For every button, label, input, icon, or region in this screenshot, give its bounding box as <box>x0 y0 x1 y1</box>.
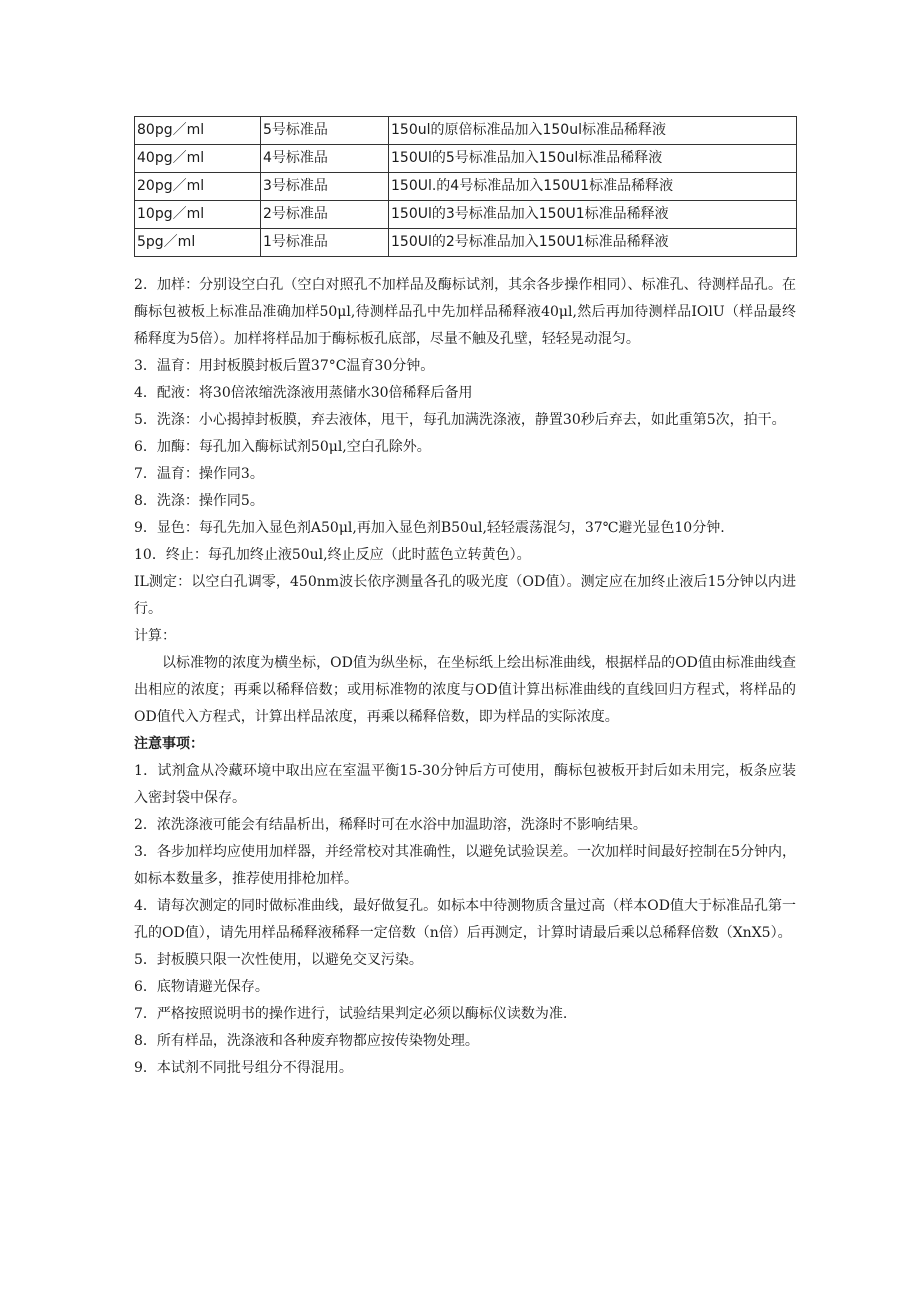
table-row <box>135 173 797 201</box>
standard-name-cell: 5号标准品 <box>261 117 389 145</box>
concentration-cell: 80pg／ml <box>135 117 261 145</box>
note-item: 2．浓洗涤液可能会有结晶析出，稀释时可在水浴中加温助溶，洗涤时不影响结果。 <box>134 817 647 833</box>
standard-name-cell: 1号标准品 <box>261 229 389 257</box>
step-11-measurement: IL测定：以空白孔调零，450nm波长依序测量各孔的吸光度（OD值）。测定应在加终止液后15分钟以内进行。 <box>134 574 796 617</box>
note-item: 8．所有样品，洗涤液和各种废弃物都应按传染物处理。 <box>134 1033 479 1049</box>
note-item: 5．封板膜只限一次性使用，以避免交叉污染。 <box>134 952 423 968</box>
preparation-cell: 150Ul的3号标准品加入150U1标准品稀释液 <box>389 201 797 229</box>
calculation-heading: 计算： <box>134 628 176 644</box>
note-item: 7．严格按照说明书的操作进行，试验结果判定必须以酶标仪读数为准. <box>134 1006 568 1022</box>
preparation-cell: 150Ul的5号标准品加入150ul标准品稀释液 <box>389 145 797 173</box>
preparation-cell: 150Ul.的4号标准品加入150U1标准品稀释液 <box>389 173 797 201</box>
note-item: 4．请每次测定的同时做标准曲线，最好做复孔。如标本中待测物质含量过高（样本OD值大于标准品孔第一孔的OD值），请先用样品稀释液稀释一定倍数（n倍）后再测定，计算时请最后乘以总稀释倍数（XnX5）。 <box>134 898 796 941</box>
step-6-add-enzyme: 6．加酶：每孔加入酶标试剂50μl,空白孔除外。 <box>134 439 431 455</box>
preparation-cell: 150ul的原倍标准品加入150ul标准品稀释液 <box>389 117 797 145</box>
standard-dilution-table <box>134 116 797 257</box>
table-row <box>135 145 797 173</box>
concentration-cell: 40pg／ml <box>135 145 261 173</box>
note-item: 9．本试剂不同批号组分不得混用。 <box>134 1060 353 1076</box>
table-row <box>135 229 797 257</box>
concentration-cell: 10pg／ml <box>135 201 261 229</box>
notes-heading: 注意事项： <box>134 736 204 752</box>
preparation-cell: 150Ul的2号标准品加入150U1标准品稀释液 <box>389 229 797 257</box>
step-4-solution-prep: 4．配液：将30倍浓缩洗涤液用蒸储水30倍稀释后备用 <box>134 385 473 401</box>
step-3-incubation: 3．温育：用封板膜封板后置37°C温育30分钟。 <box>134 358 435 374</box>
calculation-text: 以标准物的浓度为横坐标，OD值为纵坐标，在坐标纸上绘出标准曲线，根据样品的OD值由标准曲线查出相应的浓度；再乘以稀释倍数；或用标准物的浓度与OD值计算出标准曲线的直线回归方程式，将样品的OD值代入方程式，计算出样品浓度，再乘以稀释倍数，即为样品的实际浓度。 <box>134 655 796 725</box>
note-item: 3．各步加样均应使用加样器，并经常校对其准确性，以避免试验误差。一次加样时间最好控制在5分钟内，如标本数量多，推荐使用排枪加样。 <box>134 844 796 887</box>
step-10-termination: 10．终止：每孔加终止液50ul,终止反应（此时蓝色立转黄色）。 <box>134 547 531 563</box>
standard-name-cell: 3号标准品 <box>261 173 389 201</box>
step-8-washing: 8．洗涤：操作同5。 <box>134 493 264 509</box>
note-item: 6．底物请避光保存。 <box>134 979 269 995</box>
table-row <box>135 117 797 145</box>
step-5-washing: 5．洗涤：小心揭掉封板膜，弃去液体，甩干，每孔加满洗涤液，静置30秒后弃去，如此重第5次，拍干。 <box>134 412 786 428</box>
standard-name-cell: 4号标准品 <box>261 145 389 173</box>
step-9-color-development: 9．显色：每孔先加入显色剂A50μl,再加入显色剂B50ul,轻轻震荡混匀，37℃避光显色10分钟. <box>134 520 725 536</box>
standard-name-cell: 2号标准品 <box>261 201 389 229</box>
step-2-sample-addition: 2．加样：分别设空白孔（空白对照孔不加样品及酶标试剂，其余各步操作相同）、标准孔、待测样品孔。在酶标包被板上标准品准确加样50μl,待测样品孔中先加样品稀释液40μl,然后再加待测样品IOlU（样品最终稀释度为5倍）。加样将样品加于酶标板孔底部，尽量不触及孔壁，轻轻晃动混匀。 <box>134 277 796 347</box>
document-body <box>134 272 796 1082</box>
note-item: 1．试剂盒从冷藏环境中取出应在室温平衡15-30分钟后方可使用，酶标包被板开封后如未用完，板条应装入密封袋中保存。 <box>134 763 796 806</box>
concentration-cell: 20pg／ml <box>135 173 261 201</box>
step-7-incubation: 7．温育：操作同3。 <box>134 466 264 482</box>
table-row <box>135 201 797 229</box>
concentration-cell: 5pg／ml <box>135 229 261 257</box>
